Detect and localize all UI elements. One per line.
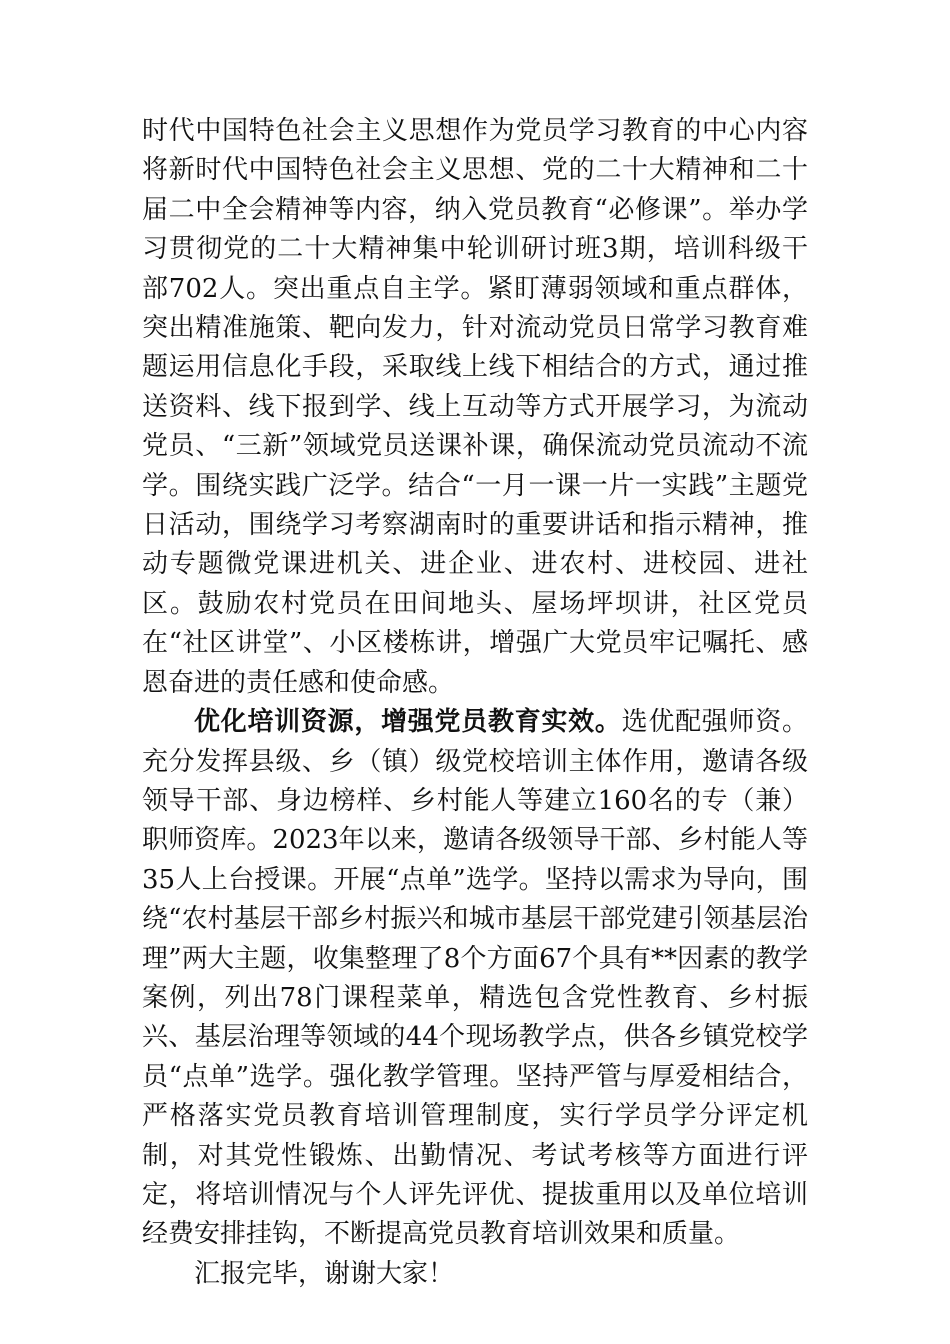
closing-text: 汇报完毕，谢谢大家！ (194, 1258, 455, 1289)
paragraph-heading: 优化培训资源，增强党员教育实效。 (194, 707, 622, 738)
paragraph-text: 时代中国特色社会主义思想作为党员学习教育的中心内容将新时代中国特色社会主义思想、党的二十大精神和二十届二中全会精神等内容，纳入党员教育“必修课”。举办学习贯彻党的二十大精神集中轮训研讨班3期，培训科级干部702人。突出重点自主学。紧盯薄弱领域和重点群体，突出精准施策、靶向发力，针对流动党员日常学习教育难题运用信息化手段，采取线上线下相结合的方式，通过推送资料、线下报到学、线上互动等方式开展学习，为流动党员、“三新”领域党员送课补课，确保流动党员流动不流学。围绕实践广泛学。结合“一月一课一片一实践”主题党日活动，围绕学习考察湖南时的重要讲话和指示精神，推动专题微党课进机关、进企业、进农村、进校园、进社区。鼓励农村党员在田间地头、屋场坪坝讲，社区党员在“社区讲堂”、小区楼栋讲，增强广大党员牢记嘱托、感恩奋进的责任感和使命感。 (142, 116, 808, 698)
document-body (142, 112, 808, 1294)
paragraph-closing (142, 1255, 808, 1294)
paragraph-training-resources (142, 703, 808, 1255)
paragraph-continuation (142, 112, 808, 703)
paragraph-text: 选优配强师资。充分发挥县级、乡（镇）级党校培训主体作用，邀请各级领导干部、身边榜样、乡村能人等建立160名的专（兼）职师资库。2023年以来，邀请各级领导干部、乡村能人等35人上台授课。开展“点单”选学。坚持以需求为导向，围绕“农村基层干部乡村振兴和城市基层干部党建引领基层治理”两大主题，收集整理了8个方面67个具有**因素的教学案例，列出78门课程菜单，精选包含党性教育、乡村振兴、基层治理等领域的44个现场教学点，供各乡镇党校学员“点单”选学。强化教学管理。坚持严管与厚爱相结合，严格落实党员教育培训管理制度，实行学员学分评定机制，对其党性锻炼、出勤情况、考试考核等方面进行评定，将培训情况与个人评先评优、提拔重用以及单位培训经费安排挂钩，不断提高党员教育培训效果和质量。 (142, 707, 808, 1250)
